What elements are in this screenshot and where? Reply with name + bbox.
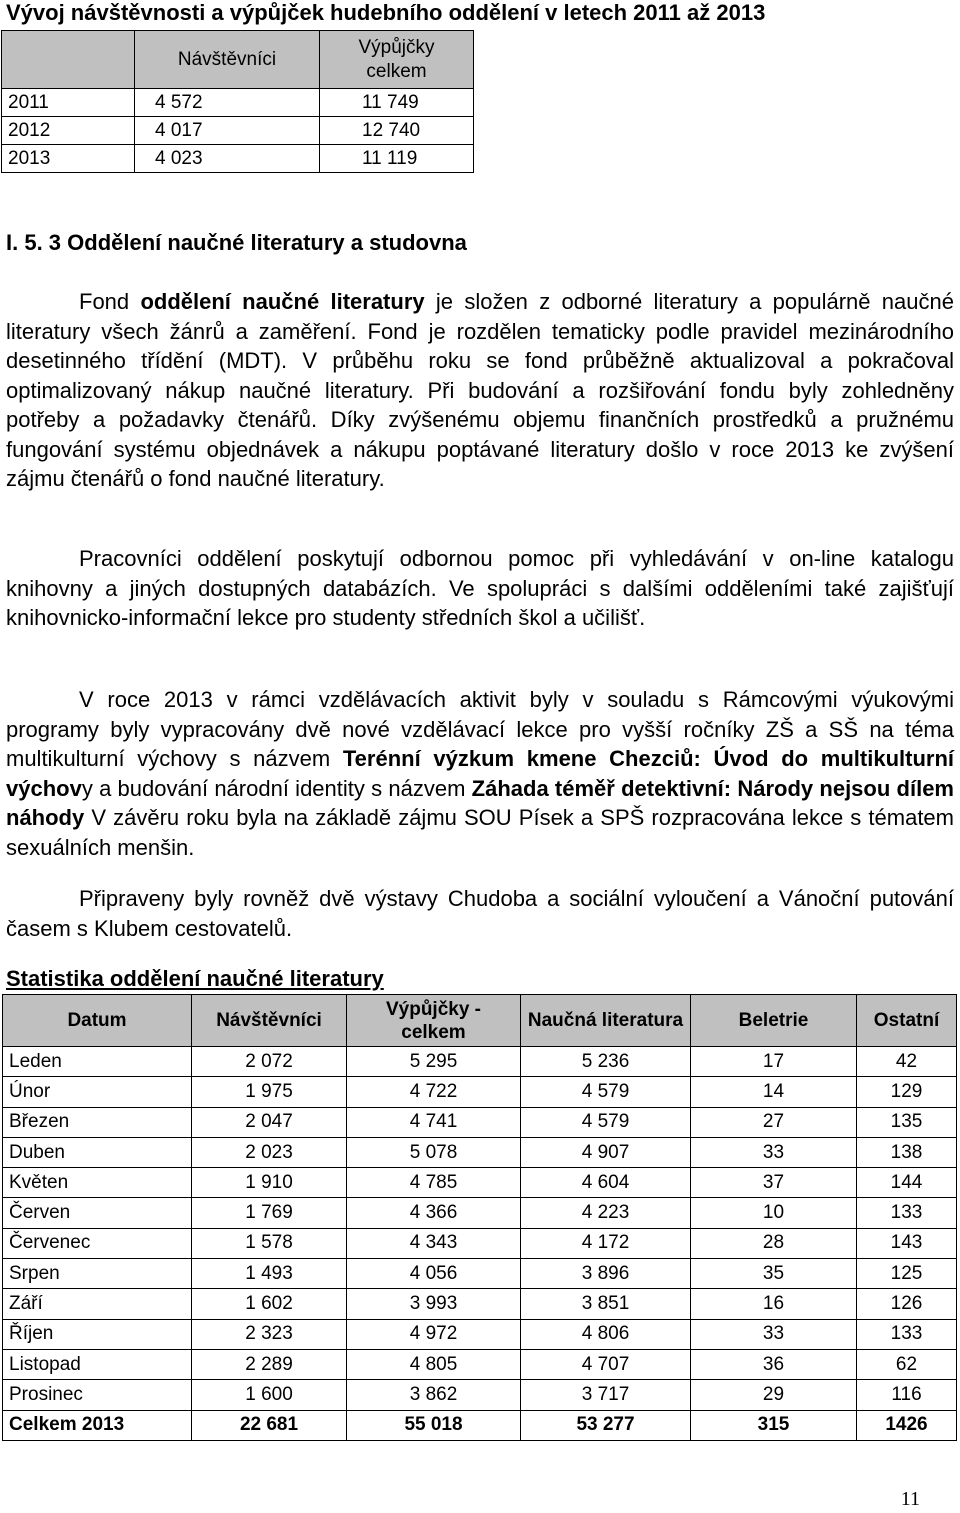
stats-heading: Statistika oddělení naučné literatury [6,966,384,991]
fiction-cell: 27 [691,1107,857,1137]
visitors-cell: 4 023 [135,145,320,173]
table-row [3,1107,957,1137]
fiction-cell: 33 [691,1319,857,1349]
visitors-cell: 2 289 [192,1349,347,1379]
other-cell: 62 [857,1349,957,1379]
table-row [2,117,474,145]
text-span-bold: oddělení naučné literatury [140,289,425,314]
nonfiction-cell: 3 896 [521,1259,691,1289]
table-header-row [3,995,957,1047]
header-cell: Beletrie [691,995,857,1047]
other-cell: 126 [857,1289,957,1319]
nonfiction-cell: 53 277 [521,1410,691,1440]
total-row [3,1410,957,1440]
loans-cell: 55 018 [347,1410,521,1440]
music-stats-table [1,30,474,173]
other-cell: 42 [857,1047,957,1077]
visitors-cell: 1 910 [192,1168,347,1198]
visitors-cell: 1 493 [192,1259,347,1289]
other-cell: 143 [857,1228,957,1258]
month-cell: Duben [3,1137,192,1167]
visitors-cell: 1 769 [192,1198,347,1228]
loans-cell: 4 343 [347,1228,521,1258]
month-cell: Květen [3,1168,192,1198]
paragraph-education [6,685,954,862]
nonfiction-cell: 4 707 [521,1349,691,1379]
loans-cell: 5 295 [347,1047,521,1077]
text-span: Fond [79,289,141,314]
header-cell: Ostatní [857,995,957,1047]
header-cell [2,31,135,89]
fiction-cell: 10 [691,1198,857,1228]
loans-cell: 4 785 [347,1168,521,1198]
fiction-cell: 37 [691,1168,857,1198]
other-cell: 1426 [857,1410,957,1440]
fiction-cell: 14 [691,1077,857,1107]
fiction-cell: 17 [691,1047,857,1077]
fiction-cell: 33 [691,1137,857,1167]
nonfiction-cell: 5 236 [521,1047,691,1077]
table-row [3,1380,957,1410]
stats-table [2,994,957,1441]
table-row [3,1137,957,1167]
text-span-bold: Záhada téměř detektivní: Národy nejsou dílem náhody [6,775,954,830]
music-stats-title: Vývoj návštěvnosti a výpůjček hudebního oddělení v letech 2011 až 2013 [6,0,766,25]
loans-cell: 5 078 [347,1137,521,1167]
other-cell: 125 [857,1259,957,1289]
text-span: V závěru roku byla na základě zájmu SOU Písek a SPŠ rozpracována lekce s tématem sexuálních menšin. [6,805,954,860]
month-cell: Listopad [3,1349,192,1379]
month-cell: Září [3,1289,192,1319]
table-row [3,1168,957,1198]
header-cell: Výpůjčky - celkem [347,995,521,1047]
month-cell: Červen [3,1198,192,1228]
visitors-cell: 4 572 [135,89,320,117]
stats-body [3,1047,957,1441]
year-cell: 2011 [2,89,135,117]
year-cell: 2013 [2,145,135,173]
visitors-cell: 2 047 [192,1107,347,1137]
nonfiction-cell: 3 851 [521,1289,691,1319]
table-row [3,1198,957,1228]
visitors-cell: 4 017 [135,117,320,145]
text-span-bold: Terénní výzkum kmene Chezciů: Úvod do multikulturní výchov [6,746,954,801]
table-row [3,1228,957,1258]
other-cell: 144 [857,1168,957,1198]
paragraph-exhibitions: Připraveny byly rovněž dvě výstavy Chudoba a sociální vyloučení a Vánoční putování časem s Klubem cestovatelů. [6,886,954,941]
table-row [2,89,474,117]
other-cell: 116 [857,1380,957,1410]
month-cell: Srpen [3,1259,192,1289]
loans-cell: 4 741 [347,1107,521,1137]
table-row [2,145,474,173]
section-heading: I. 5. 3 Oddělení naučné literatury a studovna [6,230,467,255]
other-cell: 133 [857,1198,957,1228]
month-cell: Leden [3,1047,192,1077]
nonfiction-cell: 4 579 [521,1107,691,1137]
text-span: je složen z odborné literatury a populárně naučné literatury všech žánrů a zaměření. Fond je rozdělen tematicky podle pravidel mezinárodního desetinného třídění (MDT). V průběhu roku se fond průběžně aktualizoval a pokračoval optimalizovaný nákup naučné literatury. Při budování a rozšiřování fondu byly zohledněny potřeby a požadavky čtenářů. Díky zvýšenému objemu finančních prostředků a pružnému fungování systému objednávek a nákupu poptávané literatury došlo v roce 2013 ke zvýšení zájmu čtenářů o fond naučné literatury. [6,289,954,491]
table-row [3,1077,957,1107]
nonfiction-cell: 3 717 [521,1380,691,1410]
header-cell: Naučná literatura [521,995,691,1047]
visitors-cell: 1 600 [192,1380,347,1410]
loans-cell: 3 993 [347,1289,521,1319]
month-cell: Březen [3,1107,192,1137]
paragraph-fund [6,287,954,494]
other-cell: 129 [857,1077,957,1107]
nonfiction-cell: 4 604 [521,1168,691,1198]
month-cell: Červenec [3,1228,192,1258]
month-cell: Celkem 2013 [3,1410,192,1440]
table-row [3,1047,957,1077]
loans-cell: 11 119 [320,145,474,173]
loans-cell: 12 740 [320,117,474,145]
header-cell: Výpůjčky celkem [320,31,474,89]
loans-cell: 4 805 [347,1349,521,1379]
text-span: y a budování národní identity s názvem [81,775,472,801]
loans-cell: 4 056 [347,1259,521,1289]
loans-cell: 11 749 [320,89,474,117]
other-cell: 135 [857,1107,957,1137]
month-cell: Prosinec [3,1380,192,1410]
nonfiction-cell: 4 172 [521,1228,691,1258]
header-cell: Návštěvníci [135,31,320,89]
loans-cell: 4 722 [347,1077,521,1107]
fiction-cell: 36 [691,1349,857,1379]
paragraph-services: Pracovníci oddělení poskytují odbornou pomoc při vyhledávání v on-line katalogu knihovny a jiných dostupných databázích. Ve spolupráci s dalšími odděleními také zajišťují knihovnicko-informační lekce pro studenty středních škol a učilišť. [6,546,954,630]
table-row [3,1289,957,1319]
nonfiction-cell: 4 907 [521,1137,691,1167]
fiction-cell: 35 [691,1259,857,1289]
fiction-cell: 29 [691,1380,857,1410]
nonfiction-cell: 4 806 [521,1319,691,1349]
visitors-cell: 22 681 [192,1410,347,1440]
loans-cell: 4 366 [347,1198,521,1228]
fiction-cell: 28 [691,1228,857,1258]
nonfiction-cell: 4 223 [521,1198,691,1228]
other-cell: 138 [857,1137,957,1167]
text-span: V roce 2013 v rámci vzdělávacích aktivit byly v souladu s Rámcovými výukovými programy byly vypracovány dvě nové vzdělávací lekce pro vyšší ročníky ZŠ a SŠ na téma multikulturní výchovy s názvem [6,687,954,771]
table-header-row [2,31,474,89]
loans-cell: 4 972 [347,1319,521,1349]
visitors-cell: 1 602 [192,1289,347,1319]
loans-cell: 3 862 [347,1380,521,1410]
header-cell: Datum [3,995,192,1047]
visitors-cell: 2 323 [192,1319,347,1349]
visitors-cell: 1 975 [192,1077,347,1107]
page-number: 11 [900,1488,920,1510]
table-row [3,1349,957,1379]
other-cell: 133 [857,1319,957,1349]
nonfiction-cell: 4 579 [521,1077,691,1107]
fiction-cell: 315 [691,1410,857,1440]
visitors-cell: 2 023 [192,1137,347,1167]
year-cell: 2012 [2,117,135,145]
table-row [3,1319,957,1349]
month-cell: Únor [3,1077,192,1107]
month-cell: Říjen [3,1319,192,1349]
visitors-cell: 1 578 [192,1228,347,1258]
header-cell: Návštěvníci [192,995,347,1047]
visitors-cell: 2 072 [192,1047,347,1077]
fiction-cell: 16 [691,1289,857,1319]
table-row [3,1259,957,1289]
